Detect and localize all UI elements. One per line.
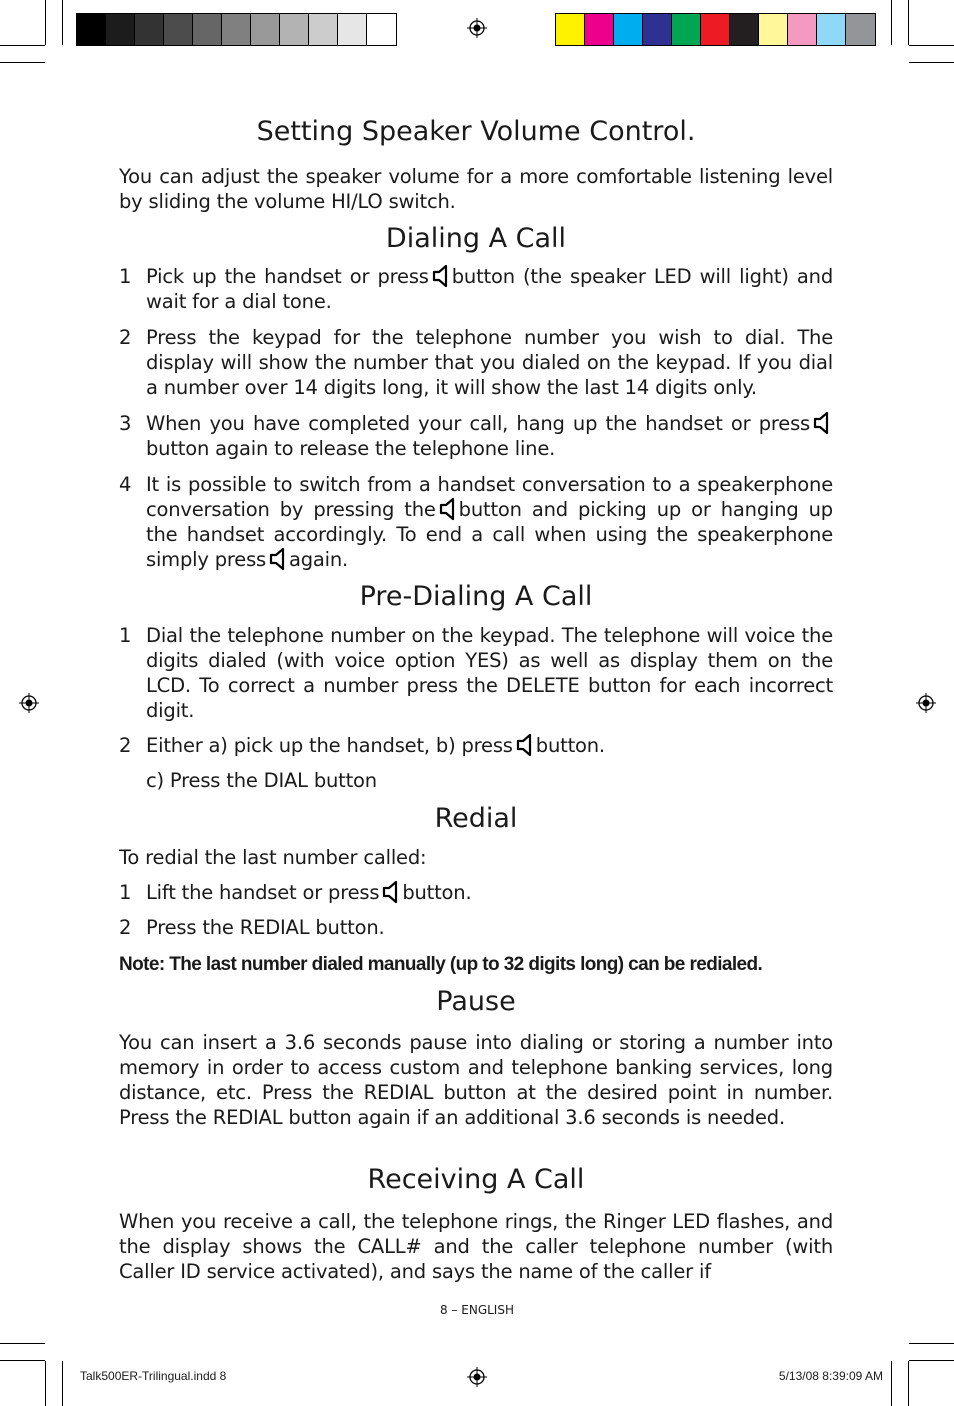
crop-mark: [45, 1361, 46, 1406]
list-number: 1: [119, 881, 132, 904]
section-title-dialing: Dialing A Call: [385, 223, 567, 254]
list-number: 2: [119, 734, 132, 757]
list-text: button (the speaker LED will light) and wait for a dial tone.: [146, 265, 833, 313]
list-item: [119, 733, 833, 758]
color-swatch: [338, 14, 367, 45]
speaker-icon: [432, 264, 449, 288]
crop-mark: [0, 45, 45, 46]
list-item: [119, 880, 833, 905]
color-swatch: [614, 14, 643, 45]
receiving-paragraph: When you receive a call, the telephone rings, the Ringer LED flashes, and the display shows the CALL# and the caller telephone number (with Caller ID service activated), and says the name of the caller if: [119, 1210, 833, 1283]
list-text: button and picking up or hanging up the handset accordingly. To end a call when using the speakerphone simply press: [146, 498, 833, 571]
slug-filename: Talk500ER-Trilingual.indd 8: [80, 1369, 227, 1383]
list-text: Dial the telephone number on the keypad. The telephone will voice the digits dialed (with voice option YES) as well as display them on the LCD. To correct a number press the DELETE button for each incorrect digit.: [146, 624, 833, 722]
crop-mark: [909, 45, 954, 46]
pause-paragraph: You can insert a 3.6 seconds pause into dialing or storing a number into memory in order to access custom and telephone banking services, long distance, etc. Press the REDIAL button at the desired point in number. Press the REDIAL button again if an additional 3.6 seconds is needed.: [119, 1031, 833, 1129]
section-title-redial: Redial: [434, 803, 518, 834]
crop-mark: [0, 62, 45, 63]
color-swatch: [672, 14, 701, 45]
crop-mark: [0, 1343, 45, 1344]
list-text: It is possible to switch from a handset conversation to a speakerphone conversation by pressing the: [146, 473, 833, 521]
list-number: 1: [119, 624, 132, 647]
crop-mark: [909, 1343, 954, 1344]
list-text: Lift the handset or press: [146, 881, 380, 904]
crop-mark: [62, 0, 63, 45]
list-item: [119, 915, 833, 940]
process-color-bar: [555, 13, 876, 46]
crop-mark: [908, 1361, 909, 1406]
crop-mark: [891, 1361, 892, 1406]
list-item: [119, 623, 833, 723]
color-swatch: [788, 14, 817, 45]
speaker-icon: [439, 497, 456, 521]
color-swatch: [106, 14, 135, 45]
list-text: button.: [535, 734, 605, 757]
crop-mark: [909, 1360, 954, 1361]
color-swatch: [193, 14, 222, 45]
list-text: button.: [402, 881, 472, 904]
color-swatch: [164, 14, 193, 45]
color-swatch: [251, 14, 280, 45]
speaker-icon: [516, 733, 533, 757]
crop-mark: [909, 62, 954, 63]
speaker-icon: [382, 880, 399, 904]
color-swatch: [77, 14, 106, 45]
speaker-icon: [813, 411, 830, 435]
color-swatch: [135, 14, 164, 45]
color-swatch: [846, 14, 875, 45]
crop-mark: [891, 0, 892, 45]
list-text: Either a) pick up the handset, b) press: [146, 734, 513, 757]
list-item: [119, 264, 833, 314]
page-footer: 8 – ENGLISH: [440, 1303, 514, 1317]
list-item: [119, 472, 833, 572]
color-swatch: [759, 14, 788, 45]
section-title-volume: Setting Speaker Volume Control.: [256, 116, 696, 147]
list-number: 1: [119, 265, 132, 288]
volume-paragraph: You can adjust the speaker volume for a more comfortable listening level by sliding the volume HI/LO switch.: [119, 165, 833, 213]
section-title-pause: Pause: [436, 986, 516, 1017]
registration-mark-icon: [467, 18, 487, 38]
list-number: 2: [119, 916, 132, 939]
list-item: [119, 411, 833, 461]
color-swatch: [556, 14, 585, 45]
speaker-icon: [269, 547, 286, 571]
list-text: Pick up the handset or press: [146, 265, 429, 288]
color-swatch: [222, 14, 251, 45]
list-text: Press the keypad for the telephone number you wish to dial. The display will show the number that you dialed on the keypad. If you dial a number over 14 digits long, it will show the last 14 digits only.: [146, 326, 833, 399]
crop-mark: [908, 0, 909, 45]
grayscale-color-bar: [76, 13, 397, 46]
color-swatch: [280, 14, 309, 45]
color-swatch: [585, 14, 614, 45]
list-number: 3: [119, 412, 132, 435]
registration-mark-icon: [467, 1367, 487, 1387]
list-text: button again to release the telephone line.: [146, 437, 556, 460]
color-swatch: [367, 14, 396, 45]
list-text: Press the REDIAL button.: [146, 916, 385, 939]
section-title-receiving: Receiving A Call: [367, 1164, 585, 1195]
list-text: again.: [289, 548, 349, 571]
registration-mark-icon: [916, 693, 936, 713]
crop-mark: [62, 1361, 63, 1406]
list-item: [119, 768, 833, 793]
color-swatch: [701, 14, 730, 45]
redial-intro: To redial the last number called:: [119, 846, 427, 869]
list-item: [119, 325, 833, 400]
color-swatch: [730, 14, 759, 45]
list-text: c) Press the DIAL button: [146, 769, 377, 792]
redial-note: Note: The last number dialed manually (up to 32 digits long) can be redialed.: [119, 954, 763, 975]
slug-timestamp: 5/13/08 8:39:09 AM: [778, 1369, 883, 1383]
section-title-predialing: Pre-Dialing A Call: [359, 581, 593, 612]
color-swatch: [643, 14, 672, 45]
crop-mark: [45, 0, 46, 45]
color-swatch: [309, 14, 338, 45]
list-number: 4: [119, 473, 132, 496]
color-swatch: [817, 14, 846, 45]
crop-mark: [0, 1360, 45, 1361]
list-text: When you have completed your call, hang up the handset or press: [146, 412, 810, 435]
registration-mark-icon: [19, 693, 39, 713]
list-number: 2: [119, 326, 132, 349]
